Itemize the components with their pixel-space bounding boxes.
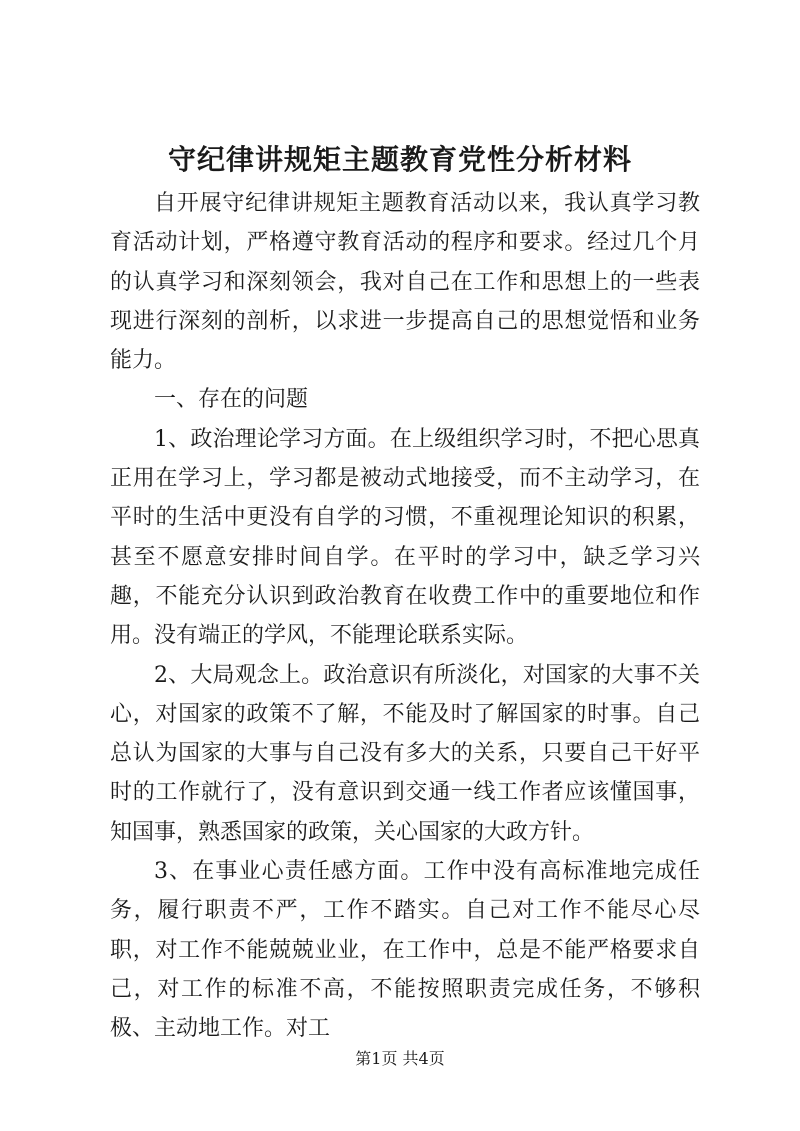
intro-paragraph: 自开展守纪律讲规矩主题教育活动以来，我认真学习教育活动计划，严格遵守教育活动的程序和要求。经过几个月的认真学习和深刻领会，我对自己在工作和思想上的一些表现进行深刻的剖析，以求进一步提高自己的思想觉悟和业务能力。 bbox=[110, 191, 700, 374]
paragraph-item-2: 2、大局观念上。政治意识有所淡化，对国家的大事不关心，对国家的政策不了解，不能及时了解国家的时事。自己总认为国家的大事与自己没有多大的关系，只要自己干好平时的工作就行了，没有意识到交通一线工作者应该懂国事，知国事，熟悉国家的政策，关心国家的大政方针。 bbox=[110, 662, 700, 845]
paragraph-item-3: 3、在事业心责任感方面。工作中没有高标准地完成任务，履行职责不严，工作不踏实。自己对工作不能尽心尽职，对工作不能兢兢业业，在工作中，总是不能严格要求自己，对工作的标准不高，不能按照职责完成任务，不够积极、主动地工作。对工 bbox=[110, 859, 700, 1042]
document-body bbox=[110, 184, 700, 1049]
page-number: 第1页 共4页 bbox=[355, 1049, 445, 1068]
document-title: 守纪律讲规矩主题教育党性分析材料 bbox=[167, 143, 632, 176]
paragraph-item-1: 1、政治理论学习方面。在上级组织学习时，不把心思真正用在学习上，学习都是被动式地接受，而不主动学习，在平时的生活中更没有自学的习惯，不重视理论知识的积累，甚至不愿意安排时间自学。在平时的学习中，缺乏学习兴趣，不能充分认识到政治教育在收费工作中的重要地位和作用。没有端正的学风，不能理论联系实际。 bbox=[110, 426, 700, 649]
section-heading: 一、存在的问题 bbox=[154, 387, 309, 413]
